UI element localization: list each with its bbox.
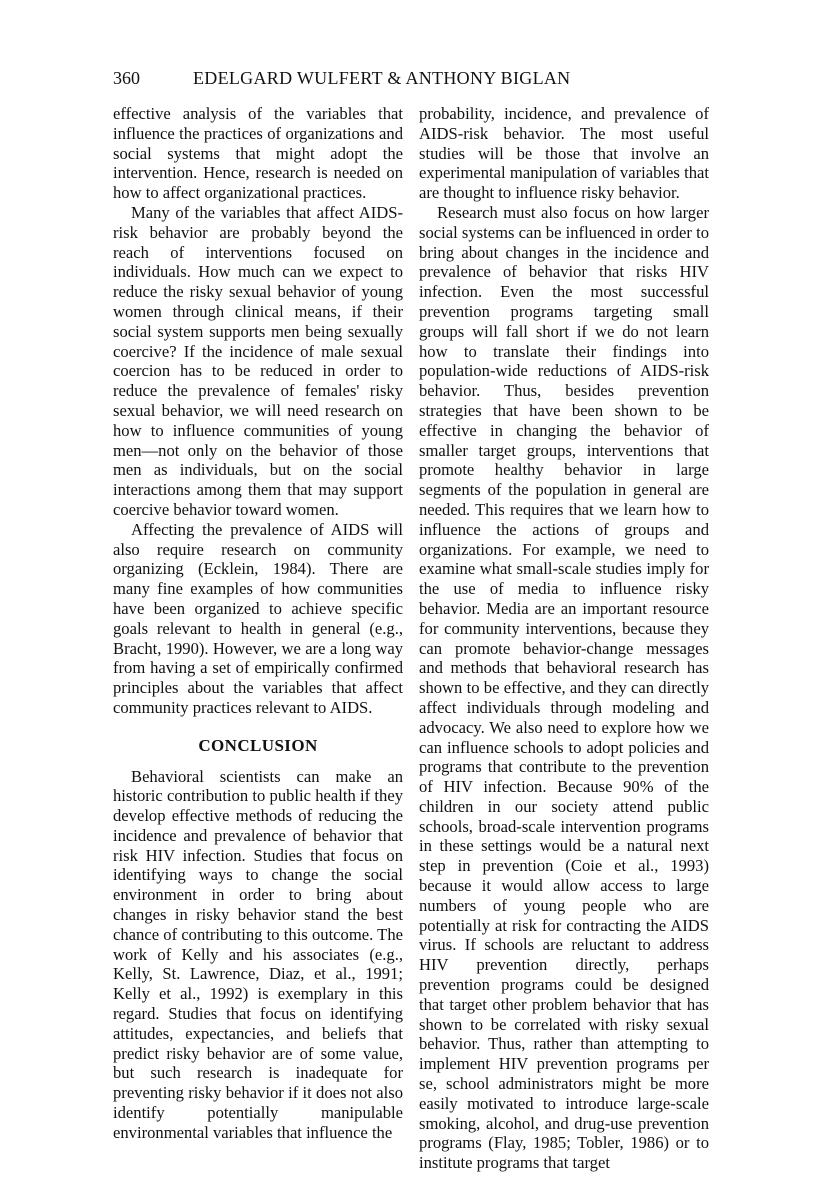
paragraph: Many of the variables that affect AIDS-risk behavior are probably beyond the reach of interventions focused on individuals. How much can we expect to reduce the risky sexual behavior of young women through clinical means, if their social system supports men being sexually coercive? If the incidence of male sexual coercion has to be reduced in order to reduce the prevalence of females' risky sexual behavior, we will need research on how to influence communities of young men—not only on the behavior of those men as individuals, but on the social interactions among them that may support coercive behavior toward women. — [113, 202, 403, 519]
left-column — [113, 104, 403, 1143]
page-header — [113, 68, 713, 92]
running-head: EDELGARD WULFERT & ANTHONY BIGLAN — [193, 68, 571, 88]
paragraph: effective analysis of the variables that influence the practices of organizations and social systems that might adopt the intervention. Hence, research is needed on how to affect organizational practices. — [113, 104, 403, 203]
right-column — [419, 104, 709, 1173]
paragraph: Research must also focus on how larger social systems can be influenced in order to bring about changes in the incidence and prevalence of behavior that risks HIV infection. Even the most successful prevention programs targeting small groups will fall short if we do not learn how to translate their findings into population-wide reductions of AIDS-risk behavior. Thus, besides prevention strategies that have been shown to be effective in changing the behavior of smaller target groups, interventions that promote healthy behavior in large segments of the population in general are needed. This requires that we learn how to influence the actions of groups and organizations. For example, we need to examine what small-scale studies imply for the use of media to influence risky behavior. Media are an important resource for community interventions, because they can promote behavior-change messages and methods that behavioral research has shown to be effective, and they can directly affect individuals through modeling and advocacy. We also need to explore how we can influence schools to adopt policies and programs that contribute to the prevention of HIV infection. Because 90% of the children in our society attend public schools, broad-scale intervention programs in these settings would be a natural next step in prevention (Coie et al., 1993) because it would allow access to large numbers of young people who are potentially at risk for contracting the AIDS virus. If schools are reluctant to address HIV prevention directly, perhaps prevention programs could be designed that target other problem behavior that has shown to be correlated with risky sexual behavior. Thus, rather than attempting to implement HIV prevention programs per se, school administrators might be more easily motivated to introduce large-scale smoking, alcohol, and drug-use prevention programs (Flay, 1985; Tobler, 1986) or to institute programs that target — [419, 202, 709, 1173]
section-heading: CONCLUSION — [198, 735, 318, 755]
page-number: 360 — [113, 68, 140, 88]
paragraph: probability, incidence, and prevalence of AIDS-risk behavior. The most useful studies will be those that involve an experimental manipulation of variables that are thought to influence risky behavior. — [419, 104, 709, 203]
paragraph: Behavioral scientists can make an historic contribution to public health if they develop effective methods of reducing the incidence and prevalence of behavior that risk HIV infection. Studies that focus on identifying ways to change the social environment in order to bring about changes in risky behavior stand the best chance of contributing to this outcome. The work of Kelly and his associates (e.g., Kelly, St. Lawrence, Diaz, et al., 1991; Kelly et al., 1992) is exemplary in this regard. Studies that focus on identifying attitudes, expectancies, and beliefs that predict risky behavior are of some value, but such research is inadequate for preventing risky behavior if it does not also identify potentially manipulable environmental variables that influence the — [113, 766, 403, 1142]
paragraph: Affecting the prevalence of AIDS will also require research on community organizing (Ecklein, 1984). There are many fine examples of how communities have been organized to achieve specific goals relevant to health in general (e.g., Bracht, 1990). However, we are a long way from having a set of empirically confirmed principles about the variables that affect community practices relevant to AIDS. — [113, 519, 403, 717]
